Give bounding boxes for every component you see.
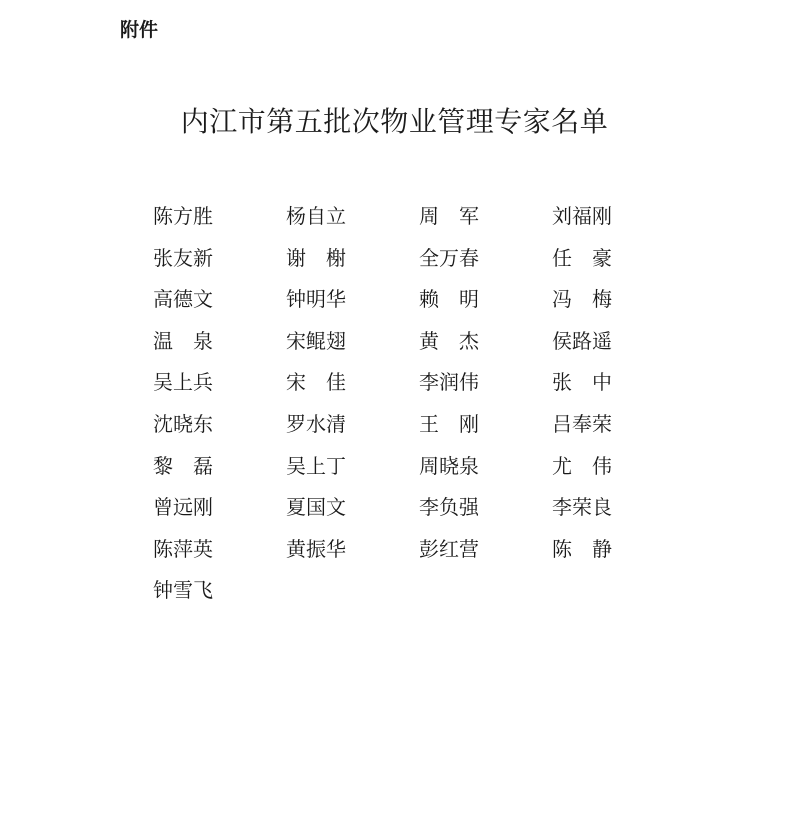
expert-name: 罗水清: [286, 411, 346, 436]
expert-name-list: [153, 196, 633, 612]
expert-name: 钟雪飞: [153, 578, 213, 603]
expert-name: 侯路遥: [552, 328, 612, 353]
expert-name: 高德文: [153, 287, 213, 312]
expert-name: 黄振华: [286, 536, 346, 561]
expert-name: 任 豪: [552, 245, 612, 270]
expert-name: 张 中: [552, 370, 612, 395]
expert-name: 赖 明: [419, 287, 479, 312]
expert-name: 黄 杰: [419, 328, 479, 353]
expert-name: 吴上丁: [286, 453, 346, 478]
expert-name: 钟明华: [286, 287, 346, 312]
expert-name: 周晓泉: [419, 453, 479, 478]
expert-name: 张友新: [153, 245, 213, 270]
expert-name: 周 军: [419, 204, 479, 228]
expert-name: 彭红营: [419, 536, 479, 561]
expert-name: 曾远刚: [153, 495, 213, 520]
expert-name: 吴上兵: [153, 370, 213, 395]
expert-name: 宋鲲翅: [286, 328, 346, 353]
expert-name: 陈方胜: [153, 204, 213, 228]
expert-name: 王 刚: [419, 411, 479, 436]
expert-name: 刘福刚: [552, 204, 612, 228]
expert-name: 李润伟: [419, 370, 479, 395]
expert-name: 李负强: [419, 495, 479, 520]
expert-name: 夏国文: [286, 495, 346, 520]
expert-name: 沈晓东: [153, 411, 213, 436]
expert-name: 温 泉: [153, 328, 213, 353]
expert-name: 陈 静: [552, 536, 612, 561]
expert-name: 杨自立: [286, 204, 346, 228]
document-title: 内江市第五批次物业管理专家名单: [180, 105, 609, 138]
expert-name: 冯 梅: [552, 287, 612, 312]
expert-name: 李荣良: [552, 495, 612, 520]
expert-name: 吕奉荣: [552, 411, 612, 436]
expert-name: 全万春: [419, 245, 479, 270]
expert-name: 谢 榭: [286, 245, 346, 270]
expert-name: 陈萍英: [153, 536, 213, 561]
expert-name: 黎 磊: [153, 453, 213, 478]
expert-name: 尤 伟: [552, 453, 612, 478]
attachment-label: 附件: [120, 19, 159, 41]
expert-name: 宋 佳: [286, 370, 346, 395]
